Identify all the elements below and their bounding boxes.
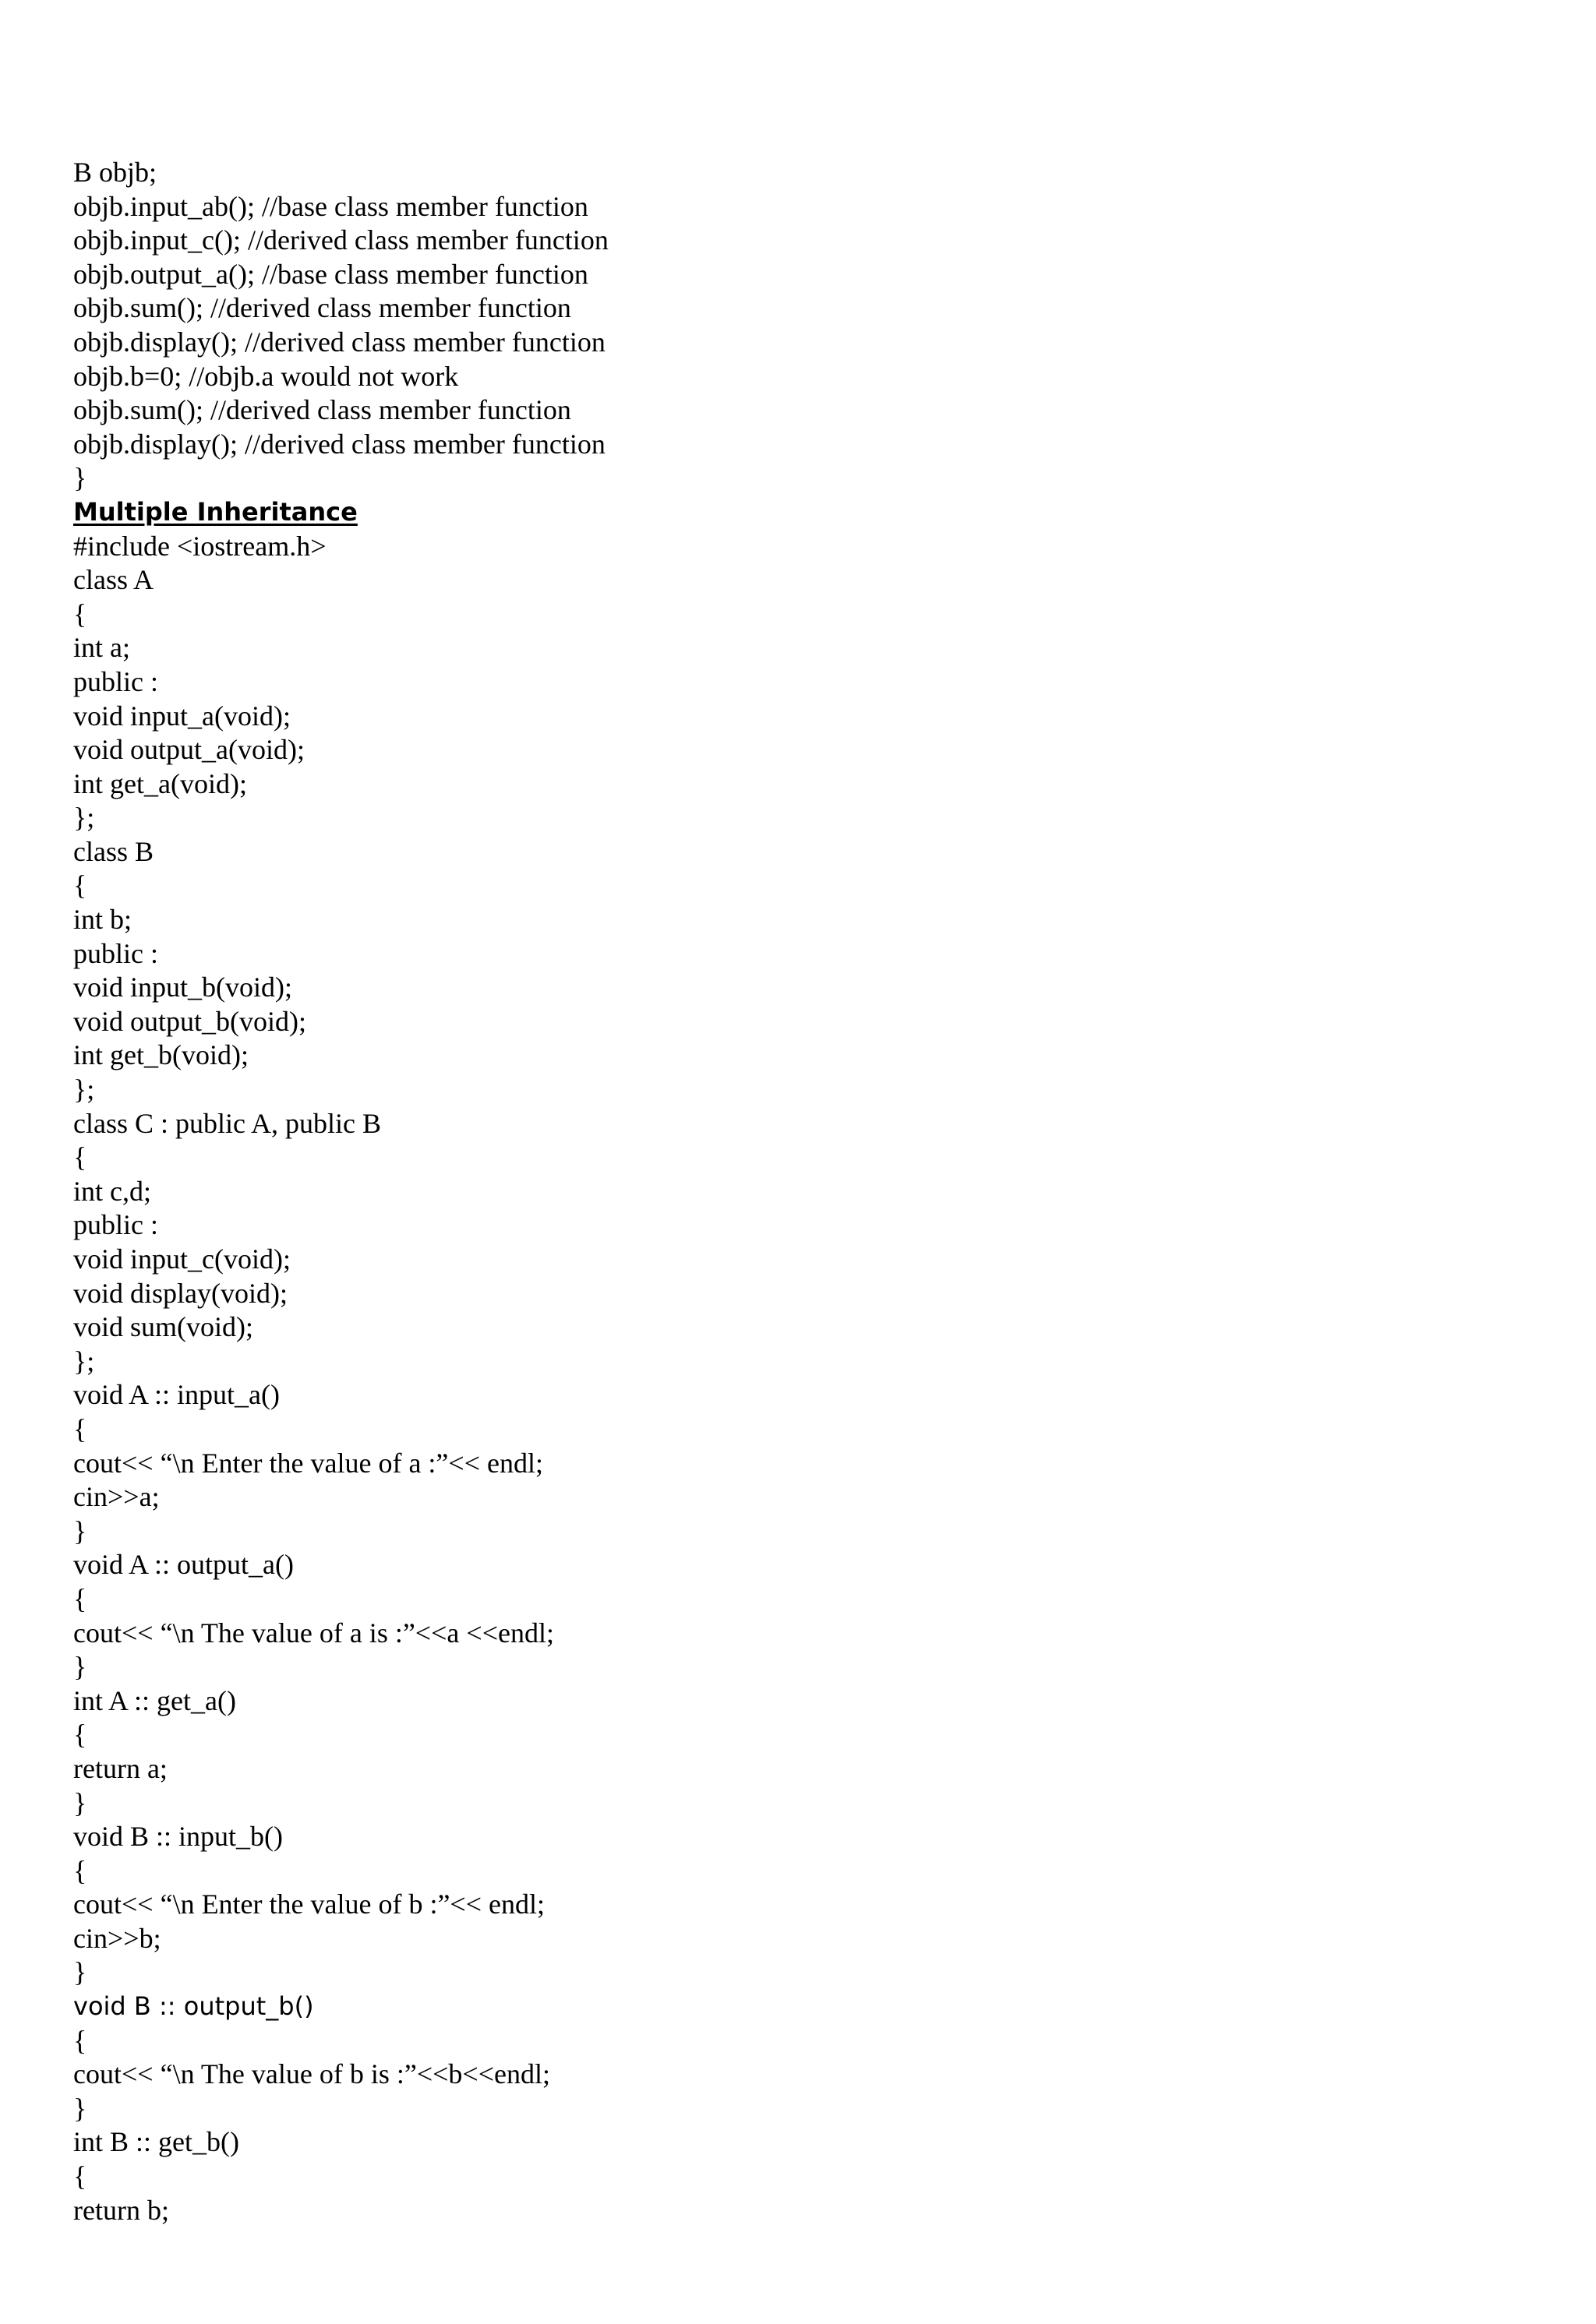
code-line: objb.display(); //derived class member function	[73, 428, 606, 460]
code-line: {	[73, 2160, 87, 2192]
code-line: objb.input_c(); //derived class member function	[73, 224, 609, 256]
code-line: cout<< “\n The value of a is :”<<a <<endl;	[73, 1617, 554, 1649]
code-line: }	[73, 2092, 87, 2124]
code-line: int B :: get_b()	[73, 2126, 239, 2158]
code-line: class C : public A, public B	[73, 1107, 381, 1139]
code-line: }	[73, 1786, 87, 1818]
code-line: void sum(void);	[73, 1311, 253, 1343]
code-line: objb.output_a(); //base class member function	[73, 258, 588, 290]
code-line: void B :: output_b()	[73, 1991, 314, 2022]
code-line: int A :: get_a()	[73, 1684, 236, 1716]
code-line: objb.sum(); //derived class member function	[73, 394, 571, 426]
section-heading: Multiple Inheritance	[73, 496, 358, 527]
code-line: cout<< “\n Enter the value of a :”<< endl;	[73, 1447, 543, 1479]
code-line: void input_c(void);	[73, 1243, 291, 1275]
code-line: objb.input_ab(); //base class member function	[73, 190, 588, 222]
code-line: }	[73, 1515, 87, 1546]
code-line: void display(void);	[73, 1277, 288, 1309]
code-line: objb.display(); //derived class member function	[73, 326, 606, 358]
code-line: return b;	[73, 2194, 169, 2226]
code-line: }	[73, 462, 87, 494]
code-line: #include <iostream.h>	[73, 530, 327, 562]
code-line: void input_b(void);	[73, 972, 292, 1003]
code-line: void output_b(void);	[73, 1005, 306, 1037]
code-line: public :	[73, 665, 158, 697]
code-line: public :	[73, 1209, 158, 1241]
code-line: int get_b(void);	[73, 1039, 249, 1071]
code-line: {	[73, 1719, 87, 1751]
code-line: {	[73, 2024, 87, 2056]
code-line: };	[73, 1345, 95, 1377]
code-line: }	[73, 1956, 87, 1988]
code-line: {	[73, 1412, 87, 1444]
code-line: {	[73, 1854, 87, 1886]
code-line: objb.sum(); //derived class member function	[73, 292, 571, 324]
code-line: objb.b=0; //objb.a would not work	[73, 360, 459, 392]
code-line: };	[73, 1074, 95, 1106]
code-line: cin>>a;	[73, 1481, 160, 1513]
document-page	[73, 156, 1554, 2227]
code-line: return a;	[73, 1752, 168, 1784]
code-line: class A	[73, 564, 154, 596]
code-line: cout<< “\n Enter the value of b :”<< endl;	[73, 1888, 546, 1920]
code-line: void input_a(void);	[73, 700, 291, 732]
code-line: int get_a(void);	[73, 767, 247, 799]
code-line: class B	[73, 835, 154, 867]
code-line: void A :: input_a()	[73, 1379, 280, 1411]
code-line: B objb;	[73, 157, 157, 188]
code-line: void B :: input_b()	[73, 1821, 283, 1853]
code-line: public :	[73, 937, 158, 969]
code-line: cout<< “\n The value of b is :”<<b<<endl;	[73, 2058, 551, 2090]
code-line: int c,d;	[73, 1175, 151, 1207]
code-line: {	[73, 869, 87, 901]
code-line: }	[73, 1651, 87, 1683]
code-line: {	[73, 598, 87, 629]
code-line: {	[73, 1141, 87, 1173]
code-line: int b;	[73, 904, 132, 936]
code-line: void A :: output_a()	[73, 1549, 294, 1581]
code-line: };	[73, 802, 95, 834]
code-line: int a;	[73, 632, 130, 664]
code-line: void output_a(void);	[73, 734, 305, 766]
code-line: cin>>b;	[73, 1922, 161, 1954]
code-line: {	[73, 1582, 87, 1614]
